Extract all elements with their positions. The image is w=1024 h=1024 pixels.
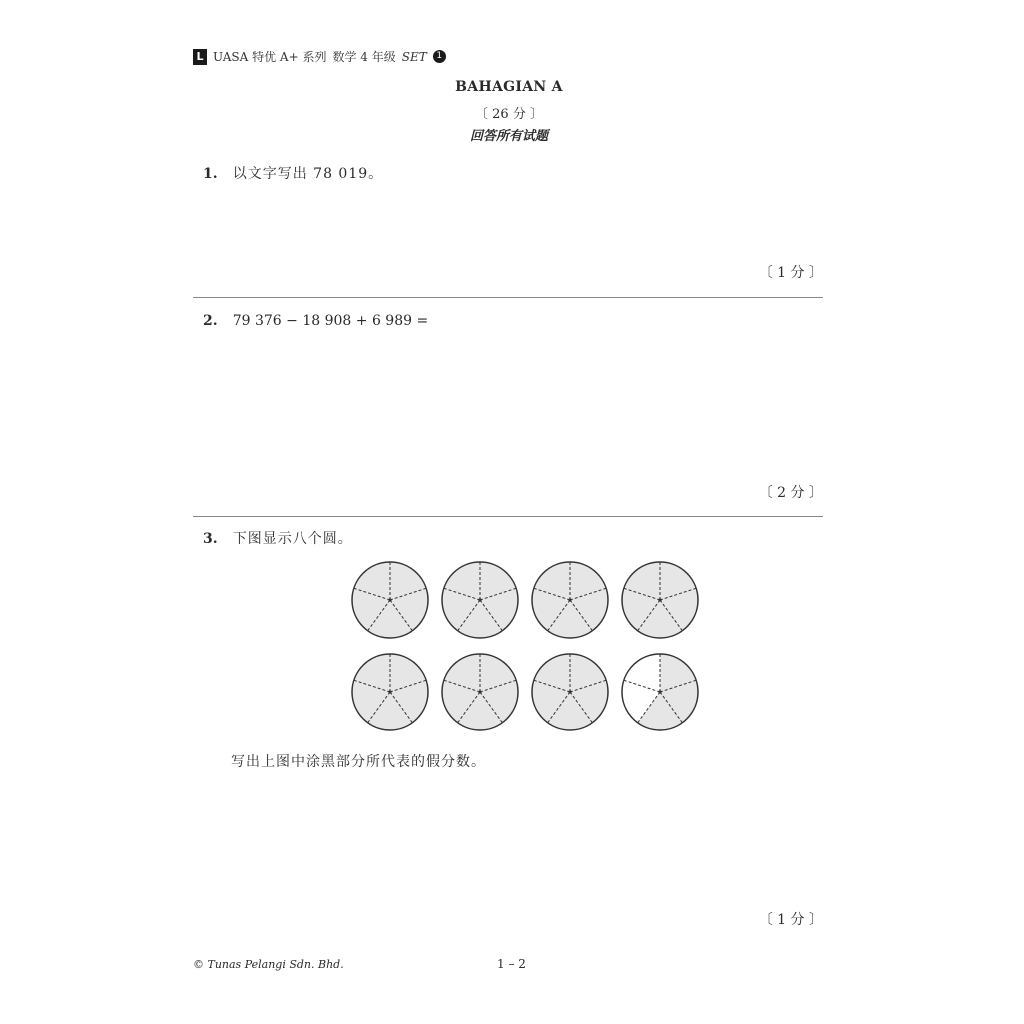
question-text: 79 376 − 18 908 + 6 989 = (232, 313, 429, 329)
circle-center (478, 690, 481, 693)
question-1-marks: 〔 1 分 〕 (758, 265, 823, 281)
question-number: 3. (203, 531, 218, 547)
page-number: 1 – 2 (497, 957, 526, 971)
divider (193, 516, 823, 517)
circle-center (388, 690, 391, 693)
fraction-circle (622, 654, 698, 730)
section-instruction: 回答所有试题 (469, 129, 548, 144)
circle-center (568, 690, 571, 693)
set-label: SET (401, 49, 427, 64)
circle-center (478, 598, 481, 601)
fraction-circle (532, 654, 608, 730)
question-text: 下图显示八个圆。 (232, 531, 353, 547)
question-text: 以文字写出 78 019。 (232, 166, 384, 182)
fraction-circle (442, 654, 518, 730)
publisher-logo-icon: L (193, 49, 207, 65)
circle-center (568, 598, 571, 601)
set-number-badge: 1 (433, 50, 446, 63)
fraction-circles-figure (340, 550, 720, 750)
circle-center (658, 690, 661, 693)
divider (193, 297, 823, 298)
fraction-circle (352, 562, 428, 638)
question-1 (203, 163, 383, 183)
question-3 (203, 528, 353, 548)
fraction-circle (622, 562, 698, 638)
question-3-marks: 〔 1 分 〕 (758, 912, 823, 928)
series-title: UASA 特优 A+ 系列 (213, 50, 327, 64)
question-2-marks: 〔 2 分 〕 (758, 485, 823, 501)
book-header (193, 48, 446, 65)
circle-center (658, 598, 661, 601)
fraction-circle (532, 562, 608, 638)
section-title: BAHAGIAN A (455, 79, 563, 95)
question-3-prompt: 写出上图中涂黑部分所代表的假分数。 (231, 754, 486, 770)
section-marks: 〔 26 分 〕 (475, 107, 543, 122)
fraction-circle (352, 654, 428, 730)
fraction-circle (442, 562, 518, 638)
circle-center (388, 598, 391, 601)
question-2 (203, 310, 428, 329)
subject-title: 数学 4 年级 (332, 50, 396, 64)
question-number: 1. (203, 166, 218, 182)
question-number: 2. (203, 313, 218, 329)
copyright-notice: © Tunas Pelangi Sdn. Bhd. (193, 958, 344, 971)
